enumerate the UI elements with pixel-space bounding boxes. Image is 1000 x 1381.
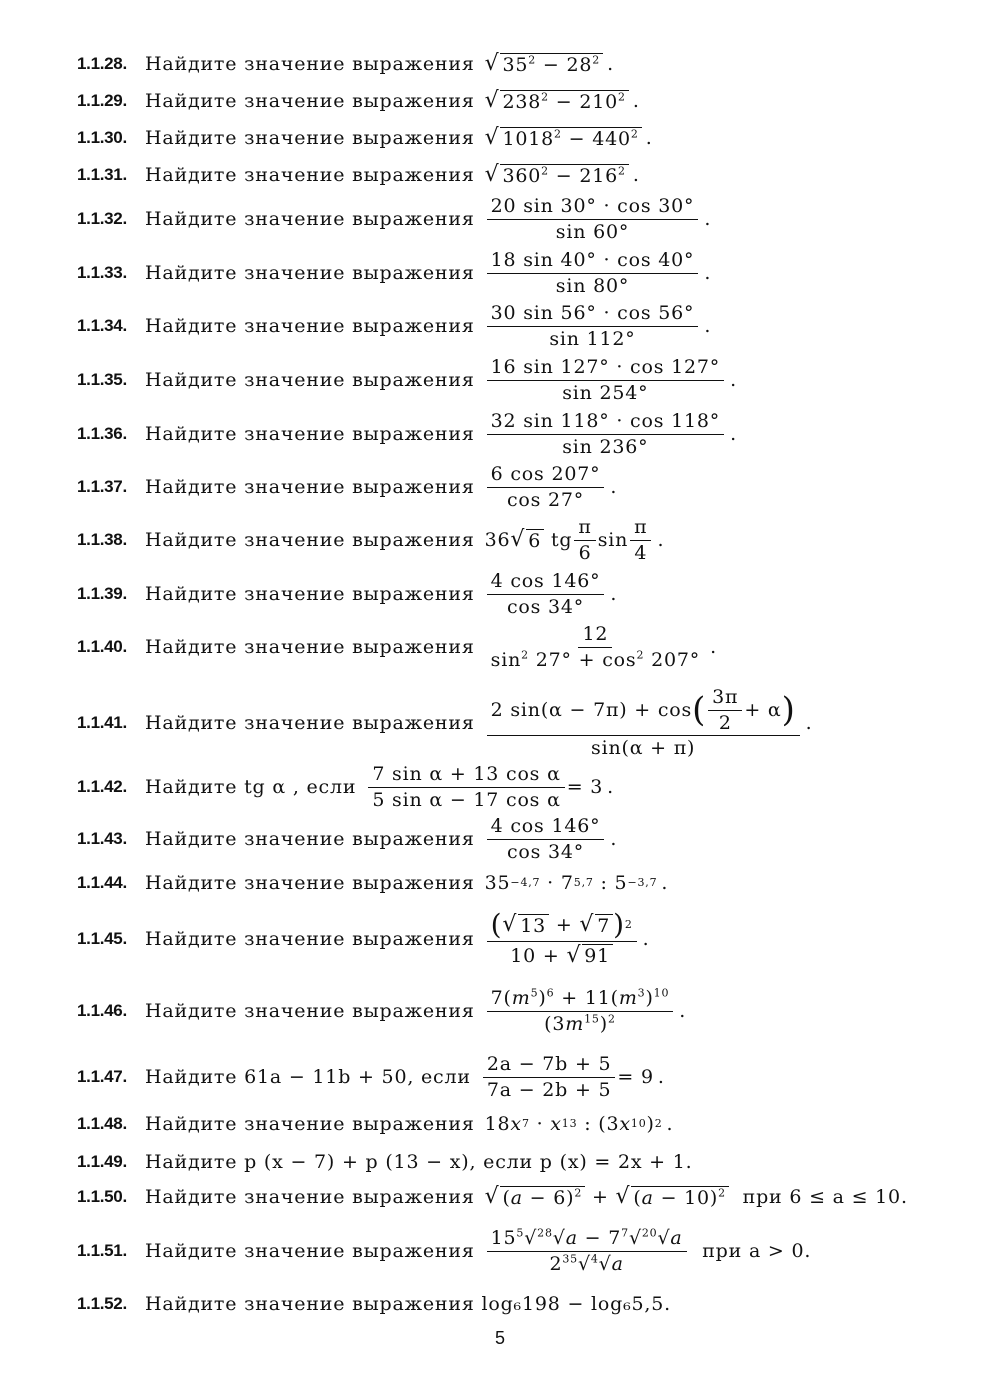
problem-number: 1.1.40. — [77, 637, 127, 656]
problem-text: Найдите значение выражения — [145, 583, 475, 605]
problem-number: 1.1.39. — [77, 584, 127, 603]
problem-expression: √ $1018^2 - 440^2$ . — [484, 125, 653, 151]
problem-text: Найдите значение выражения — [145, 529, 475, 551]
problem-text: Найдите значение выражения — [145, 828, 475, 850]
problem-number: 1.1.42. — [77, 777, 127, 796]
problem-number: 1.1.49. — [77, 1152, 127, 1171]
problem-number: 1.1.41. — [77, 713, 127, 732]
problem-expression: $\frac{7(m^5)^6 + 11(m^3)^{10}}{(3m^{15})^2}$ . — [485, 988, 686, 1035]
problem-text: Найдите значение выражения — [145, 1240, 475, 1262]
problem-number: 1.1.34. — [77, 316, 127, 335]
problem-text: Найдите значение выражения — [145, 872, 475, 894]
problem-text: Найдите значение выражения log₆198 − log₆5,5. — [145, 1293, 671, 1315]
problem-expression: $\frac{6 \cos 207^\circ}{\cos 27^\circ}$ . — [485, 464, 618, 511]
problem-number: 1.1.52. — [77, 1294, 127, 1313]
problem-text: Найдите значение выражения — [145, 1113, 475, 1135]
problem-number: 1.1.45. — [77, 929, 127, 948]
problem-number: 1.1.33. — [77, 263, 127, 282]
problem-number: 1.1.35. — [77, 370, 127, 389]
problem-number: 1.1.51. — [77, 1241, 127, 1260]
problem-expression: 36 √ 6 tg $\frac{\pi}{6}$ sin $\frac{\pi}{4}$ . — [484, 515, 665, 564]
problem-expression: $\frac{15^5√^{28}√a - 7^7√^{20}√a}{2^{35}√^4√a}$ при a > 0. — [485, 1228, 812, 1275]
problem-expression: √ $238^2 - 210^2$ . — [484, 88, 640, 114]
problem-expression: $\frac{4 \cos 146^\circ}{\cos 34^\circ}$ . — [485, 816, 618, 863]
problem-text: Найдите p (x − 7) + p (13 − x), если p (x) = 2x + 1. — [145, 1151, 693, 1173]
problem-number: 1.1.29. — [77, 91, 127, 110]
problem-expression: √ $360^2 - 216^2$ . — [484, 162, 640, 188]
problem-number: 1.1.36. — [77, 424, 127, 443]
problem-text: Найдите значение выражения — [145, 208, 475, 230]
problem-text: Найдите значение выражения — [145, 423, 475, 445]
page-number: 5 — [494, 1328, 505, 1348]
problem-expression: 18 x 7 · x 13 : (3 x 10 ) 2 . — [484, 1113, 674, 1135]
problem-number: 1.1.32. — [77, 209, 127, 228]
problem-expression: $\frac{12}{\sin^2 27^\circ + \cos^2 207^\circ}$ . — [490, 622, 717, 671]
problem-text: Найдите значение выражения — [145, 163, 475, 186]
problem-expression: $\frac{30 \sin 56^\circ \cdot \cos 56^\circ}{\sin 112^\circ}$ . — [485, 303, 712, 350]
problem-expression: 2 sin(α − 7π) + cos ( $\frac{3\pi}{2}$ + α ) sin(α + π) . — [485, 687, 813, 760]
problem-expression: √ $35^2 - 28^2$ . — [484, 51, 614, 77]
problem-number: 1.1.46. — [77, 1001, 127, 1020]
problem-text: Найдите значение выражения — [145, 711, 475, 734]
problem-text: Найдите значение выражения — [145, 315, 475, 337]
problem-text: Найдите значение выражения — [145, 369, 475, 391]
problem-text: Найдите значение выражения — [145, 1185, 475, 1208]
problem-expression: $\frac{\text{7 sin α + 13 cos α}}{\text{5 sin α − 17 cos α}}$ = 3 . — [366, 764, 614, 811]
problem-number: 1.1.30. — [77, 128, 127, 147]
problem-text: Найдите значение выражения — [145, 262, 475, 284]
problem-number: 1.1.37. — [77, 477, 127, 496]
problem-text: Найдите значение выражения — [145, 89, 475, 112]
problem-number: 1.1.47. — [77, 1067, 127, 1086]
problem-text: Найдите значение выражения — [145, 636, 475, 658]
problem-text: Найдите значение выражения — [145, 126, 475, 149]
problem-text: Найдите значение выражения — [145, 927, 475, 950]
problem-number: 1.1.31. — [77, 165, 127, 184]
problem-expression: $\frac{16 \sin 127^\circ \cdot \cos 127^\circ}{\sin 254^\circ}$ . — [485, 357, 737, 404]
problem-number: 1.1.50. — [77, 1187, 127, 1206]
problem-expression: $\frac{18 \sin 40^\circ \cdot \cos 40^\circ}{\sin 80^\circ}$ . — [485, 250, 712, 297]
problem-text: Найдите значение выражения — [145, 476, 475, 498]
problem-number: 1.1.38. — [77, 530, 127, 549]
problem-number: 1.1.43. — [77, 829, 127, 848]
problem-text: Найдите значение выражения — [145, 1000, 475, 1022]
problem-expression: $\frac{4 \cos 146^\circ}{\cos 34^\circ}$ . — [485, 571, 618, 618]
problem-text: Найдите значение выражения — [145, 52, 475, 75]
problem-expression: $\frac{2a - 7b + 5}{7a - 2b + 5}$ = 9 . — [481, 1054, 665, 1101]
problem-expression: ( √ 13 + √ 7 ) 2 10 + √ 91 . — [485, 911, 650, 967]
problem-expression: 35 −4,7 · 7 5,7 : 5 −3,7 . — [484, 872, 669, 894]
problem-number: 1.1.28. — [77, 54, 127, 73]
problem-text: Найдите tg α , если — [145, 776, 357, 798]
problem-number: 1.1.48. — [77, 1114, 127, 1133]
problem-text: Найдите 61a − 11b + 50, если — [145, 1066, 471, 1088]
problem-expression: √ $(a - 6)^2$ + √ $(a - 10)^2$ при 6 ≤ a ≤ 10. — [484, 1184, 908, 1210]
problem-expression: $\frac{32 \sin 118^\circ \cdot \cos 118^\circ}{\sin 236^\circ}$ . — [485, 411, 737, 458]
problem-number: 1.1.44. — [77, 873, 127, 892]
problem-expression: $\frac{20 \sin 30^\circ \cdot \cos 30^\circ}{\sin 60^\circ}$ . — [485, 196, 712, 243]
